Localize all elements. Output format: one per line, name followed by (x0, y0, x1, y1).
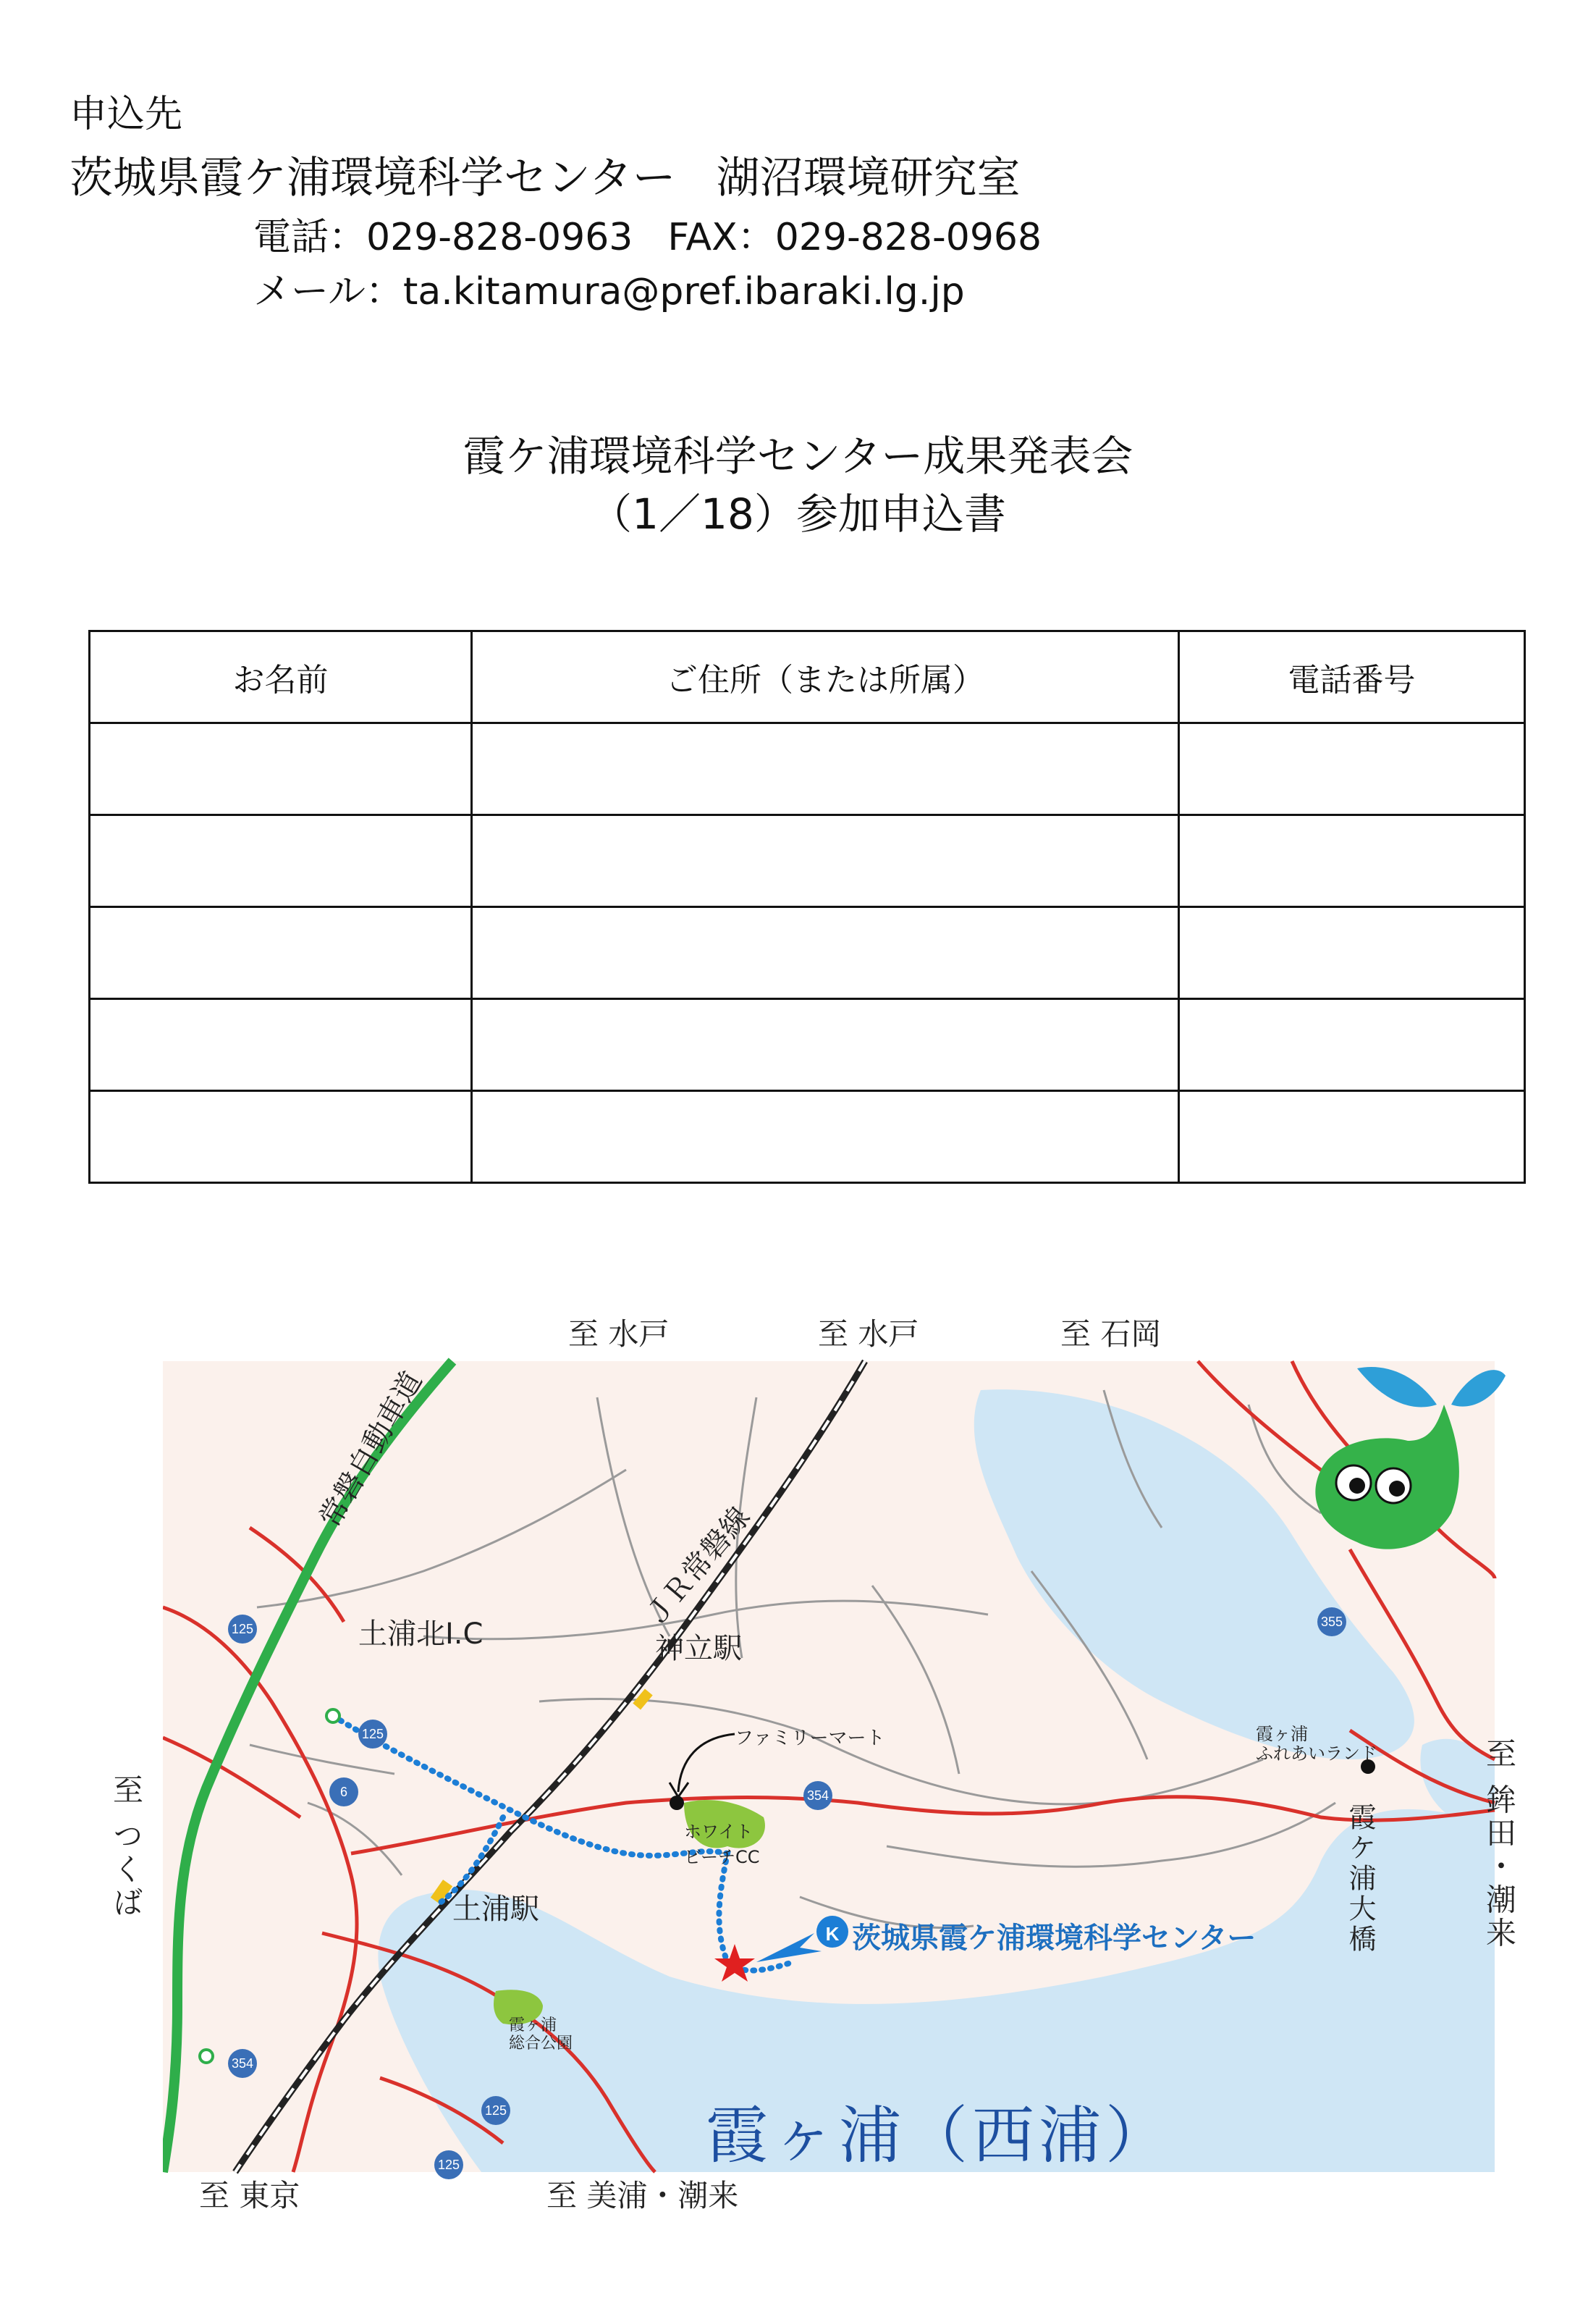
address-cell[interactable] (472, 815, 1179, 907)
apply-to-label: 申込先 (69, 93, 183, 136)
name-cell[interactable] (90, 1091, 472, 1183)
phone-cell[interactable] (1179, 723, 1525, 815)
name-cell[interactable] (90, 723, 472, 815)
address-cell[interactable] (472, 1091, 1179, 1183)
column-header-address: ご住所（または所属） (472, 631, 1179, 723)
label-park-2: 総合公園 (509, 2034, 573, 2053)
family-mart-marker (670, 1796, 684, 1810)
column-header-phone: 電話番号 (1179, 631, 1525, 723)
table-row (90, 1091, 1525, 1183)
direction-tsukuba: 至 つくば (109, 1774, 144, 1920)
direction-miho: 至 美浦・潮来 (546, 2178, 739, 2213)
label-jr-line: ＪＲ常磐線 (638, 1500, 757, 1633)
label-ohashi-bridge: 霞ケ浦大橋 (1344, 1803, 1376, 1955)
access-map (109, 1296, 1517, 2215)
lab-name: 湖沼環境研究室 (716, 153, 1021, 203)
label-tsuchiura-ic: 土浦北I.C (358, 1617, 484, 1651)
center-name-text: 茨城県霞ケ浦環境科学センター (69, 153, 676, 203)
phone-number: 電話：029-828-0963 (253, 216, 633, 259)
direction-ishioka: 至 石岡 (1060, 1316, 1162, 1352)
contact-email[interactable]: メール：ta.kitamura@pref.ibaraki.lg.jp (253, 270, 965, 314)
label-tsuchiura-station: 土浦駅 (452, 1893, 539, 1926)
label-white-beach-cc: ホワイトビーチCC (684, 1822, 760, 1867)
title-line-1: 霞ケ浦環境科学センター成果発表会 (463, 432, 1133, 481)
direction-tokyo: 至 東京 (199, 2178, 300, 2213)
address-cell[interactable] (472, 907, 1179, 999)
label-family-mart: ファミリーマート (735, 1728, 885, 1749)
svg-text:125: 125 (231, 1622, 254, 1636)
table-row (90, 999, 1525, 1091)
interchange-marker (200, 2050, 213, 2063)
phone-cell[interactable] (1179, 907, 1525, 999)
svg-text:354: 354 (231, 2056, 254, 2071)
phone-cell[interactable] (1179, 1091, 1525, 1183)
label-lake: 霞ヶ浦（西浦） (706, 2100, 1172, 2172)
svg-text:6: 6 (339, 1785, 348, 1799)
direction-mito-2: 至 水戸 (818, 1316, 919, 1352)
table-row (90, 815, 1525, 907)
label-fureai-land-1: 霞ヶ浦 (1256, 1724, 1308, 1744)
svg-text:355: 355 (1320, 1615, 1343, 1629)
document-title (0, 427, 1596, 543)
direction-hokota: 至 鉾田・潮来 (1482, 1738, 1517, 1951)
interchange-marker (326, 1709, 339, 1722)
svg-text:125: 125 (361, 1727, 384, 1741)
direction-mito-1: 至 水戸 (568, 1316, 670, 1352)
address-cell[interactable] (472, 723, 1179, 815)
application-form-table (88, 630, 1526, 1184)
table-header-row (90, 631, 1525, 723)
label-park-1: 霞ヶ浦 (509, 2016, 557, 2034)
column-header-name: お名前 (90, 631, 472, 723)
center-logo-letter: K (825, 1923, 840, 1945)
svg-text:354: 354 (806, 1788, 829, 1803)
phone-cell[interactable] (1179, 999, 1525, 1091)
fax-number: FAX：029-828-0968 (667, 216, 1042, 259)
name-cell[interactable] (90, 815, 472, 907)
label-center: 茨城県霞ケ浦環境科学センター (852, 1922, 1257, 1955)
contact-phone-line (253, 206, 1042, 261)
table-row (90, 723, 1525, 815)
svg-text:125: 125 (437, 2158, 460, 2172)
address-cell[interactable] (472, 999, 1179, 1091)
name-cell[interactable] (90, 907, 472, 999)
label-kandatsu-station: 神立駅 (655, 1632, 742, 1665)
name-cell[interactable] (90, 999, 472, 1091)
title-line-2: （1／18）参加申込書 (590, 489, 1006, 539)
label-fureai-land-2: ふれあいランド (1256, 1743, 1377, 1764)
phone-cell[interactable] (1179, 815, 1525, 907)
label-expressway: 常磐自動車道 (313, 1365, 429, 1533)
table-row (90, 907, 1525, 999)
center-name (69, 143, 1021, 206)
svg-text:125: 125 (484, 2103, 507, 2118)
